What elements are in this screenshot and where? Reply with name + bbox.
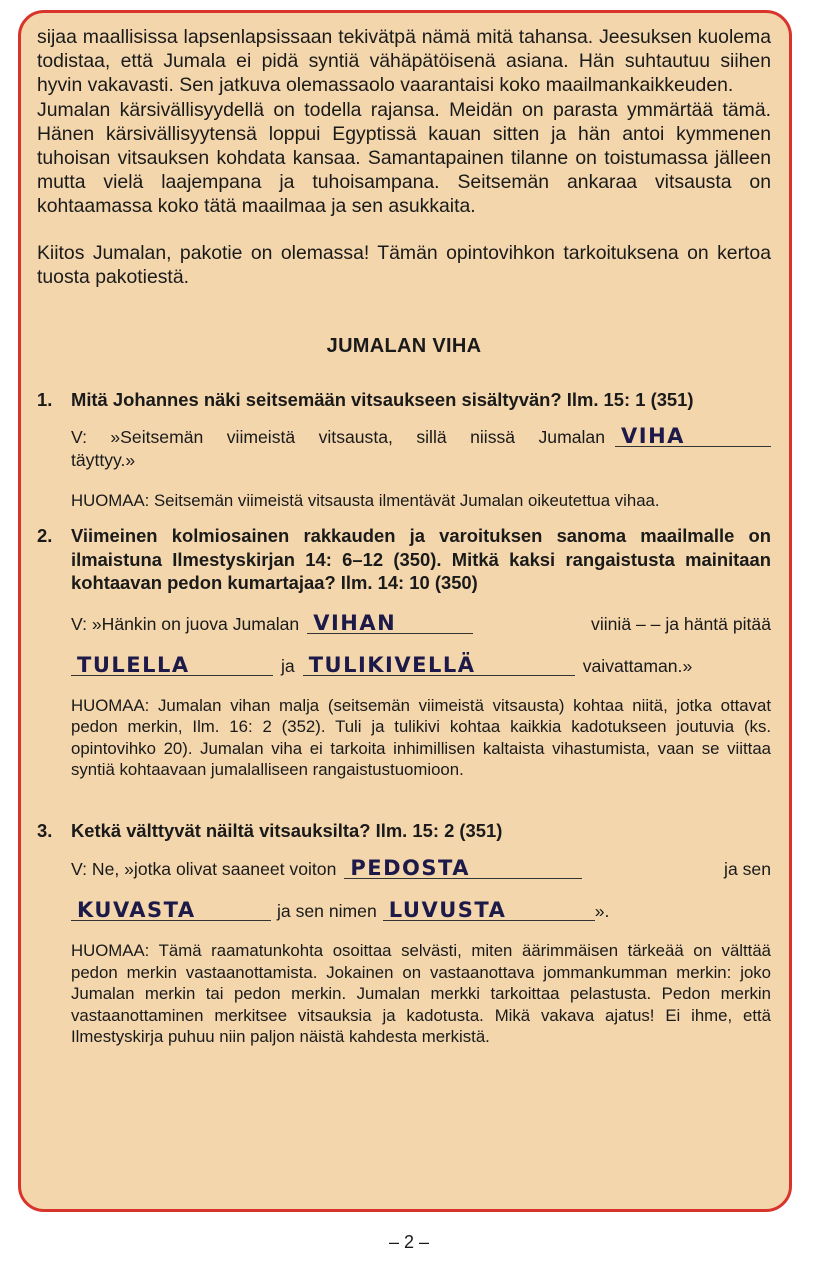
answer-text: ja sen nimen [277, 901, 377, 922]
answer-text: ja [281, 655, 295, 676]
intro-paragraph-2: Jumalan kärsivällisyydellä on todella rajansa. Meidän on parasta ymmärtää tämä. Hänen kärsivällisyytensä loppui Egyptissä kauan sitten ja hän antoi kymmenen tuhoisan vitsauksen kohdata kansaa. Samantapainen tilanne on toistumassa jälleen mutta vielä laajempana ja tuhoisampana. Seitsemän ankaraa vitsausta on kohtaamassa koko tätä maailmaa ja sen asukkaita. [37, 98, 771, 218]
question-text: Mitä Johannes näki seitsemään vitsaukseen sisältyvän? Ilm. 15: 1 (351) [71, 389, 694, 411]
note-1: HUOMAA: Seitsemän viimeistä vitsausta ilmentävät Jumalan oikeutettua vihaa. [71, 490, 660, 510]
fill-in-blank[interactable]: TULELLA [71, 655, 273, 676]
answer-text: ». [594, 901, 610, 922]
question-1 [37, 388, 771, 412]
fill-in-blank[interactable]: PEDOSTA [344, 858, 582, 879]
note-3: HUOMAA: Tämä raamatunkohta osoittaa selvästi, miten äärimmäisen tärkeää on välttää pedon merkin vastaanottamista. Jokainen on vastaanottava jommankumman merkin: joko Jumalan merkin tai pedon merkin. Jumalan merkki tarkoittaa pelastusta. Pedon merkin vastaanottaminen merkitsee vitsauksia ja kadotusta. Mikä vakava ajatus! Ei ihme, että Ilmestyskirja puhuu niin paljon näistä kahdesta merkistä. [71, 941, 771, 1047]
answer-text: ja sen [724, 859, 771, 880]
fill-in-blank[interactable]: LUVUSTA [383, 900, 595, 921]
answer-1-line [71, 423, 771, 449]
question-number: 2. [37, 525, 53, 547]
intro-paragraph-3: Kiitos Jumalan, pakotie on olemassa! Tämän opintovihkon tarkoituksena on kertoa tuosta pakotiestä. [37, 241, 771, 288]
question-number: 1. [37, 389, 53, 411]
question-number: 3. [37, 819, 53, 841]
answer-text: vaivattaman.» [582, 655, 693, 676]
answer-text: V: »Hänkin on juova Jumalan [71, 613, 300, 634]
answer-2-line-1 [71, 610, 771, 636]
answer-3-line-2 [71, 900, 771, 923]
intro-paragraph-1: sijaa maallisissa lapsenlapsissaan tekivätpä nämä mitä tahansa. Jeesuksen kuolema todistaa, että Jumala ei pidä syntiä vähäpätöisenä asiana. Hän suhtautuu siihen hyvin vakavasti. Sen jatkuva olemassaolo vaarantaisi koko maailmankaikkeuden. [37, 26, 771, 97]
question-3 [37, 819, 771, 843]
answer-text: V: »Seitsemän viimeistä vitsausta, sillä niissä Jumalan [71, 426, 605, 447]
note-2: HUOMAA: Jumalan vihan malja (seitsemän viimeistä vitsausta) kohtaa niitä, jotka ottavat pedon merkin, Ilm. 16: 2 (352). Tuli ja tulikivi kohtaa kaikkia kadotukseen joutuvia (ks. opintovihko 20). Jumalan viha ei tarkoita inhimillisen kaltaista vihastumista, vaan se viittaa syntiä kohtaavaan jumalalliseen rangaistustuomioon. [71, 695, 771, 780]
answer-2-line-2 [71, 652, 771, 678]
question-text: Viimeinen kolmiosainen rakkauden ja varoituksen sanoma maailmalle on ilmaistuna Ilmestyskirjan 14: 6–12 (350). Mitkä kaksi rangaistusta mainitaan kohtaavan pedon kumartajaa? Ilm. 14: 10 (350) [71, 525, 771, 594]
question-2 [37, 524, 771, 595]
page-number: – 2 – [388, 1232, 430, 1252]
fill-in-blank[interactable]: TULIKIVELLÄ [303, 655, 575, 676]
question-text: Ketkä välttyvät näiltä vitsauksilta? Ilm. 15: 2 (351) [71, 819, 503, 841]
answer-text: täyttyy.» [71, 449, 136, 470]
fill-in-blank[interactable]: KUVASTA [71, 900, 271, 921]
answer-3-line-1 [71, 858, 771, 881]
answer-text: V: Ne, »jotka olivat saaneet voiton [71, 859, 337, 880]
fill-in-blank[interactable]: VIHA [615, 426, 771, 447]
fill-in-blank[interactable]: VIHAN [307, 613, 473, 634]
section-heading: JUMALAN VIHA [326, 335, 482, 358]
answer-text: viiniä – – ja häntä pitää [591, 613, 771, 634]
content-panel [18, 10, 792, 1212]
